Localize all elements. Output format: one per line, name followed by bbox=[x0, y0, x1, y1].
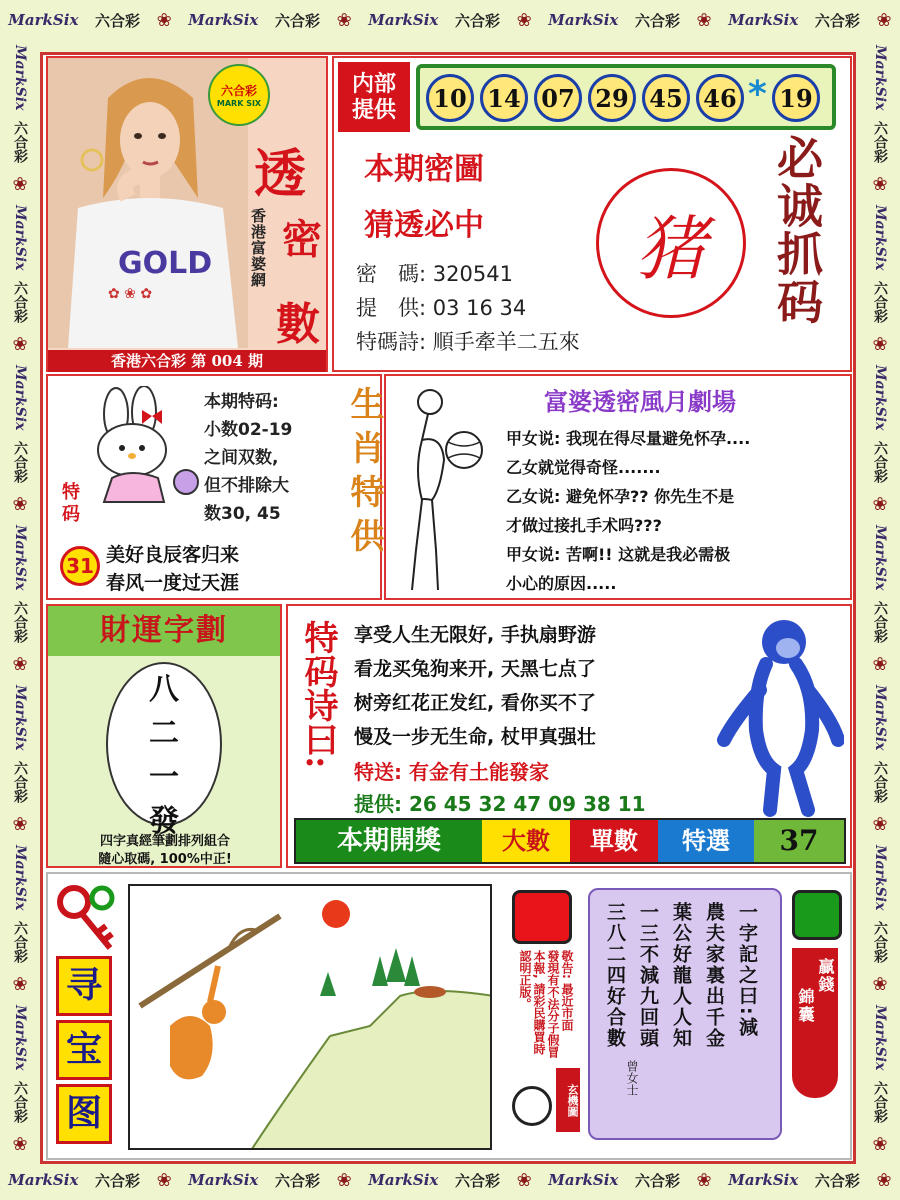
border-marksix-text: MarkSix bbox=[12, 845, 28, 911]
mima-value: 320541 bbox=[432, 262, 513, 286]
flower-icon: ❀ bbox=[872, 493, 888, 515]
border-lhc-text: 六合彩 bbox=[634, 1171, 680, 1190]
zodiac-line-3: 之间双数, bbox=[204, 448, 279, 468]
result-ball-3: 07 bbox=[534, 74, 582, 122]
fortune-char-3: 一 bbox=[149, 760, 179, 795]
flower-icon: ❀ bbox=[156, 9, 172, 31]
fortune-note-2: 隨心取碼, 100%中正! bbox=[98, 852, 232, 867]
border-lhc-text: 六合彩 bbox=[872, 921, 888, 964]
vertical-slogan: 必诚抓码 bbox=[770, 134, 824, 326]
zodiac-lines bbox=[204, 388, 292, 528]
border-lhc-text: 六合彩 bbox=[872, 281, 888, 324]
special-star-icon: * bbox=[748, 74, 767, 115]
internal-badge: 内部提供 bbox=[338, 62, 410, 132]
result-ball-5: 45 bbox=[642, 74, 690, 122]
tigong-row bbox=[356, 292, 526, 322]
left-border-strip bbox=[0, 40, 40, 1160]
treasure-char-1: 寻 bbox=[56, 956, 112, 1016]
fortune-oval bbox=[106, 662, 222, 839]
info-line2: 猜透必中 bbox=[364, 208, 484, 243]
money-fist-icon bbox=[792, 890, 842, 940]
provide-numbers: 26 45 32 47 09 38 11 bbox=[408, 792, 646, 816]
flower-icon: ❀ bbox=[12, 813, 28, 835]
border-marksix-text: MarkSix bbox=[872, 685, 888, 751]
award-odd: 單數 bbox=[570, 820, 658, 862]
bag-text-2: 贏錢 bbox=[816, 958, 835, 994]
border-marksix-text: MarkSix bbox=[548, 11, 619, 29]
dialogue-line-1: 甲女说: 我现在得尽量避免怀孕.... bbox=[506, 429, 751, 448]
dialogue-line-5: 甲女说: 苦啊!! 这就是我必需极 bbox=[506, 545, 731, 564]
poem-line-2: 看龙买兔狗来开, 天黑七点了 bbox=[354, 658, 596, 680]
flower-icon: ❀ bbox=[876, 9, 892, 31]
result-ball-2: 14 bbox=[480, 74, 528, 122]
scroll-col-5: 三八二四好合數 bbox=[604, 902, 626, 1049]
fortune-char-2: 二 bbox=[149, 716, 179, 751]
border-lhc-text: 六合彩 bbox=[274, 11, 320, 30]
fist-icon bbox=[512, 890, 572, 944]
theater-dialogue bbox=[506, 424, 750, 598]
bunny-illustration bbox=[78, 386, 208, 506]
te-ma-label: 特码 bbox=[59, 482, 80, 526]
scroll-author: 曾女士 bbox=[625, 1060, 639, 1096]
marksix-logo bbox=[208, 64, 270, 126]
logo-top-text: 六合彩 bbox=[220, 84, 257, 98]
theater-title: 富婆透密風月劇場 bbox=[544, 387, 736, 416]
border-marksix-text: MarkSix bbox=[12, 525, 28, 591]
zodiac-bottom-line-2: 春风一度过天涯 bbox=[106, 572, 240, 594]
key-icon bbox=[54, 884, 120, 954]
zodiac-bottom-line-1: 美好良辰客归来 bbox=[106, 544, 240, 566]
border-lhc-text: 六合彩 bbox=[634, 11, 680, 30]
border-lhc-text: 六合彩 bbox=[872, 761, 888, 804]
border-lhc-text: 六合彩 bbox=[872, 121, 888, 164]
border-lhc-text: 六合彩 bbox=[814, 11, 860, 30]
theater-panel bbox=[384, 374, 852, 600]
notice-col-4: 認明正版。 bbox=[518, 950, 532, 1010]
flower-icon: ❀ bbox=[12, 333, 28, 355]
border-lhc-text: 六合彩 bbox=[94, 11, 140, 30]
notice-col-3: 本報, 請彩民購買時 bbox=[532, 950, 546, 1055]
fortune-char-4: 發 bbox=[149, 804, 179, 839]
dialogue-line-2: 乙女就觉得奇怪....... bbox=[506, 458, 661, 477]
border-marksix-text: MarkSix bbox=[188, 11, 259, 29]
flower-icon: ❀ bbox=[872, 173, 888, 195]
title-char-mi: 密 bbox=[282, 216, 322, 263]
fortune-panel bbox=[46, 604, 282, 868]
border-marksix-text: MarkSix bbox=[872, 525, 888, 591]
dialogue-line-3: 乙女说: 避免怀孕?? 你先生不是 bbox=[506, 487, 735, 506]
special-gift-text: 有金有土能發家 bbox=[408, 760, 549, 784]
treasure-char-2: 宝 bbox=[56, 1020, 112, 1080]
special-gift-label: 特送: bbox=[354, 760, 402, 784]
issue-caption: 香港六合彩 第 004 期 bbox=[48, 350, 326, 372]
award-pick: 特選 bbox=[658, 820, 754, 862]
fortune-title: 財運字劃 bbox=[48, 606, 280, 656]
border-marksix-text: MarkSix bbox=[8, 11, 79, 29]
flower-icon: ❀ bbox=[336, 1169, 352, 1191]
border-lhc-text: 六合彩 bbox=[872, 1081, 888, 1123]
flower-icon: ❀ bbox=[872, 813, 888, 835]
border-marksix-text: MarkSix bbox=[728, 11, 799, 29]
border-marksix-text: MarkSix bbox=[12, 205, 28, 271]
te-ma-number: 31 bbox=[60, 546, 100, 586]
flower-icon: ❀ bbox=[336, 9, 352, 31]
border-lhc-text: 六合彩 bbox=[454, 1171, 500, 1190]
result-ball-4: 29 bbox=[588, 74, 636, 122]
tigong-label: 提 供: bbox=[356, 296, 427, 320]
mima-row bbox=[356, 258, 513, 288]
result-ball-1: 10 bbox=[426, 74, 474, 122]
seal-text: 猪 bbox=[636, 207, 706, 290]
top-border-strip bbox=[0, 0, 900, 40]
border-marksix-text: MarkSix bbox=[548, 1171, 619, 1189]
scroll-col-1: 一字記之曰:減 bbox=[736, 902, 758, 1038]
award-number: 37 bbox=[754, 820, 844, 862]
border-lhc-text: 六合彩 bbox=[12, 761, 28, 804]
border-lhc-text: 六合彩 bbox=[12, 1081, 28, 1123]
flower-icon: ❀ bbox=[516, 9, 532, 31]
award-label: 本期開獎 bbox=[296, 820, 482, 862]
flower-icon: ❀ bbox=[12, 653, 28, 675]
side-site-text: 香港富婆網 bbox=[249, 208, 267, 288]
flower-icon: ❀ bbox=[872, 653, 888, 675]
monkey-landscape-illustration bbox=[128, 884, 492, 1150]
hand-icon bbox=[512, 1086, 552, 1126]
border-marksix-text: MarkSix bbox=[8, 1171, 79, 1189]
secret-seal bbox=[596, 168, 746, 318]
border-marksix-text: MarkSix bbox=[872, 45, 888, 111]
border-lhc-text: 六合彩 bbox=[12, 441, 28, 484]
poem-line-4: 慢及一步无生命, 杖甲真强壮 bbox=[354, 726, 596, 748]
monkey-illustration bbox=[704, 610, 844, 820]
poem-line-1: 享受人生无限好, 手执扇野游 bbox=[354, 624, 596, 646]
border-marksix-text: MarkSix bbox=[12, 685, 28, 751]
fortune-char-1: 八 bbox=[149, 672, 179, 707]
flower-icon: ❀ bbox=[12, 1133, 28, 1155]
border-lhc-text: 六合彩 bbox=[94, 1171, 140, 1190]
border-marksix-text: MarkSix bbox=[872, 1005, 888, 1071]
border-lhc-text: 六合彩 bbox=[872, 441, 888, 484]
border-marksix-text: MarkSix bbox=[12, 45, 28, 111]
mima-label: 密 碼: bbox=[356, 262, 427, 286]
notice-col-2: 發現有不法分子假冒 bbox=[546, 950, 560, 1058]
border-marksix-text: MarkSix bbox=[872, 365, 888, 431]
scroll-col-4: 一三不減九回頭 bbox=[637, 902, 659, 1049]
border-lhc-text: 六合彩 bbox=[454, 11, 500, 30]
border-lhc-text: 六合彩 bbox=[12, 601, 28, 644]
border-marksix-text: MarkSix bbox=[188, 1171, 259, 1189]
flower-icon: ❀ bbox=[12, 493, 28, 515]
poem-scroll bbox=[588, 888, 782, 1140]
border-lhc-text: 六合彩 bbox=[274, 1171, 320, 1190]
flower-icon: ❀ bbox=[156, 1169, 172, 1191]
lucky-bag bbox=[792, 948, 838, 1098]
scroll-col-3: 葉公好龍人人知 bbox=[670, 902, 692, 1049]
results-panel bbox=[332, 56, 852, 372]
flower-icon: ❀ bbox=[696, 1169, 712, 1191]
border-lhc-text: 六合彩 bbox=[872, 601, 888, 644]
scroll-columns bbox=[602, 902, 761, 1049]
cover-panel bbox=[46, 56, 328, 372]
dialogue-line-6: 小心的原因..... bbox=[506, 574, 617, 593]
border-marksix-text: MarkSix bbox=[872, 845, 888, 911]
fortune-note-1: 四字真經筆劃排列組合 bbox=[99, 834, 230, 849]
award-big: 大數 bbox=[482, 820, 570, 862]
flower-icon: ❀ bbox=[872, 1133, 888, 1155]
title-char-tou: 透 bbox=[254, 144, 307, 205]
zodiac-line-4: 但不排除大 bbox=[204, 476, 289, 496]
info-line1: 本期密圖 bbox=[364, 152, 484, 187]
flower-icon: ❀ bbox=[872, 333, 888, 355]
poem-value: 順手牽羊二五來 bbox=[432, 330, 580, 354]
special-gift-row bbox=[354, 756, 549, 785]
scroll-col-2: 農夫家裏出千金 bbox=[703, 902, 725, 1049]
tigong-value: 03 16 34 bbox=[432, 296, 527, 320]
bag-text-1: 錦囊 bbox=[796, 988, 815, 1024]
border-marksix-text: MarkSix bbox=[12, 1005, 28, 1071]
dialogue-line-4: 才做过接扎手术吗??? bbox=[506, 516, 662, 535]
zodiac-panel bbox=[46, 374, 382, 600]
bottom-border-strip bbox=[0, 1160, 900, 1200]
border-marksix-text: MarkSix bbox=[728, 1171, 799, 1189]
border-marksix-text: MarkSix bbox=[872, 205, 888, 271]
poem-label: 特碼詩: bbox=[356, 330, 427, 354]
zodiac-vertical-title: 生肖特供 bbox=[344, 386, 384, 562]
woman-sketch-illustration bbox=[392, 380, 492, 598]
zodiac-line-1: 本期特码: bbox=[204, 392, 279, 412]
flower-icon: ❀ bbox=[876, 1169, 892, 1191]
border-lhc-text: 六合彩 bbox=[814, 1171, 860, 1190]
treasure-char-3: 图 bbox=[56, 1084, 112, 1144]
zodiac-line-2: 小数02-19 bbox=[204, 420, 293, 440]
result-balls-box bbox=[416, 64, 836, 130]
zodiac-line-5: 数30, 45 bbox=[204, 504, 281, 524]
flower-icon: ❀ bbox=[872, 973, 888, 995]
border-marksix-text: MarkSix bbox=[12, 365, 28, 431]
border-lhc-text: 六合彩 bbox=[12, 121, 28, 164]
poem-label-vertical: 特码诗曰: bbox=[298, 620, 338, 769]
bottom-panel bbox=[46, 872, 852, 1160]
notice-stamp: 玄機圖 bbox=[556, 1068, 580, 1132]
right-border-strip bbox=[860, 40, 900, 1160]
flower-icon: ❀ bbox=[516, 1169, 532, 1191]
flower-icon: ❀ bbox=[12, 973, 28, 995]
award-bar bbox=[294, 818, 846, 864]
border-lhc-text: 六合彩 bbox=[12, 281, 28, 324]
poem-lines bbox=[354, 618, 596, 754]
result-ball-6: 46 bbox=[696, 74, 744, 122]
poem-row bbox=[356, 326, 580, 356]
poem-line-3: 树旁红花正发红, 看你买不了 bbox=[354, 692, 596, 714]
provide-row bbox=[354, 788, 646, 817]
svg-text:✿ ❀ ✿: ✿ ❀ ✿ bbox=[108, 286, 153, 302]
logo-bottom-text: MARK SIX bbox=[216, 99, 262, 108]
border-lhc-text: 六合彩 bbox=[12, 921, 28, 964]
poem-panel bbox=[286, 604, 852, 868]
border-marksix-text: MarkSix bbox=[368, 1171, 439, 1189]
title-char-shu: 數 bbox=[276, 299, 320, 350]
notice-text bbox=[518, 950, 574, 1058]
flower-icon: ❀ bbox=[696, 9, 712, 31]
provide-label: 提供: bbox=[354, 792, 402, 816]
border-marksix-text: MarkSix bbox=[368, 11, 439, 29]
shirt-print-text: GOLD bbox=[118, 246, 213, 281]
result-ball-special: 19 bbox=[772, 74, 820, 122]
notice-col-1: 敬告: 最近市面 bbox=[560, 950, 574, 1031]
flower-icon: ❀ bbox=[12, 173, 28, 195]
